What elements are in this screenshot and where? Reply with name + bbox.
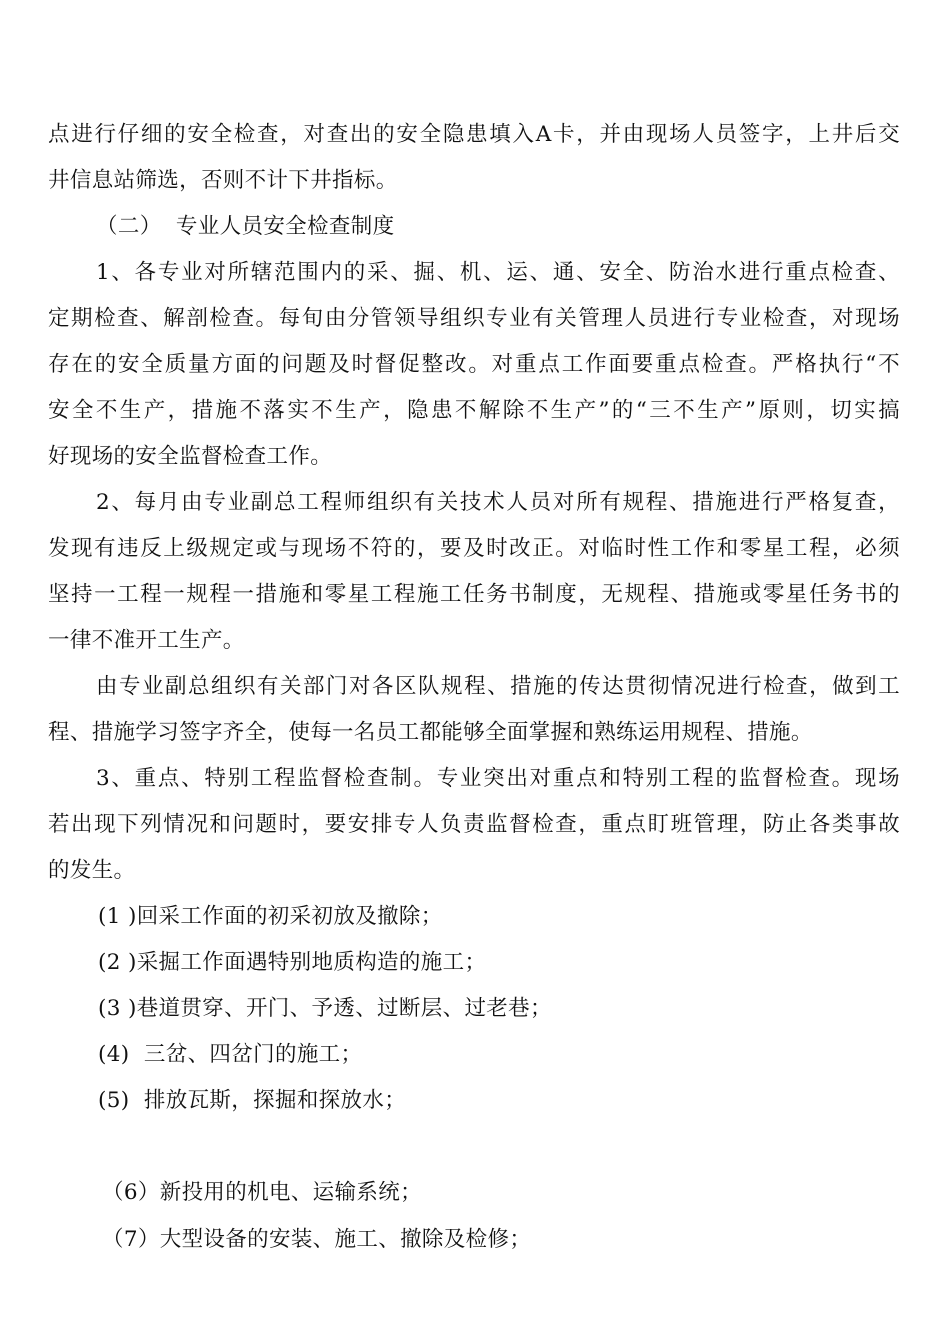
section-heading: （二） 专业人员安全检查制度 [96, 214, 395, 239]
text-line-5: 定期检查、解剖检查。每旬由分管领导组织专业有关管理人员进行专业检查，对现场 [48, 306, 900, 331]
text-line-13: 由专业副总组织有关部门对各区队规程、措施的传达贯彻情况进行检查，做到工 [96, 674, 900, 699]
text-line-12: 一律不准开工生产。 [48, 628, 245, 653]
text-line-9: 2、每月由专业副总工程师组织有关技术人员对所有规程、措施进行严格复查， [96, 490, 900, 515]
text-line-2: 井信息站筛选，否则不计下井指标。 [48, 168, 398, 193]
text-line-15: 3、重点、特别工程监督检查制。专业突出对重点和特别工程的监督检查。现场 [96, 766, 900, 791]
list-item-4: (4) 三岔、四岔门的施工； [98, 1042, 363, 1067]
list-item-7: （7）大型设备的安装、施工、撤除及检修； [102, 1227, 532, 1252]
text-line-14: 程、措施学习签字齐全，使每一名员工都能够全面掌握和熟练运用规程、措施。 [48, 720, 813, 745]
text-line-4: 1、各专业对所辖范围内的采、掘、机、运、通、安全、防治水进行重点检查、 [96, 260, 900, 285]
text-line-6: 存在的安全质量方面的问题及时督促整改。对重点工作面要重点检查。严格执行“不 [48, 352, 900, 377]
list-item-1: (1 )回采工作面的初采初放及撤除； [98, 904, 443, 929]
list-item-6: （6）新投用的机电、运输系统； [102, 1180, 422, 1205]
list-item-2: (2 )采掘工作面遇特别地质构造的施工； [98, 950, 487, 975]
list-item-3: (3 )巷道贯穿、开门、予透、过断层、过老巷； [98, 996, 552, 1021]
text-line-16: 若出现下列情况和问题时，要安排专人负责监督检查，重点盯班管理，防止各类事故 [48, 812, 900, 837]
text-line-7: 安全不生产，措施不落实不生产，隐患不解除不生产”的“三不生产”原则，切实搞 [48, 398, 900, 423]
text-line-17: 的发生。 [48, 858, 136, 883]
list-item-5: (5) 排放瓦斯，探掘和探放水； [98, 1088, 407, 1113]
text-line-8: 好现场的安全监督检查工作。 [48, 444, 333, 469]
text-line-11: 坚持一工程一规程一措施和零星工程施工任务书制度，无规程、措施或零星任务书的 [48, 582, 900, 607]
text-line-1: 点进行仔细的安全检查，对查出的安全隐患填入A卡，并由现场人员签字，上井后交 [48, 122, 900, 147]
text-line-10: 发现有违反上级规定或与现场不符的，要及时改正。对临时性工作和零星工程，必须 [48, 536, 900, 561]
